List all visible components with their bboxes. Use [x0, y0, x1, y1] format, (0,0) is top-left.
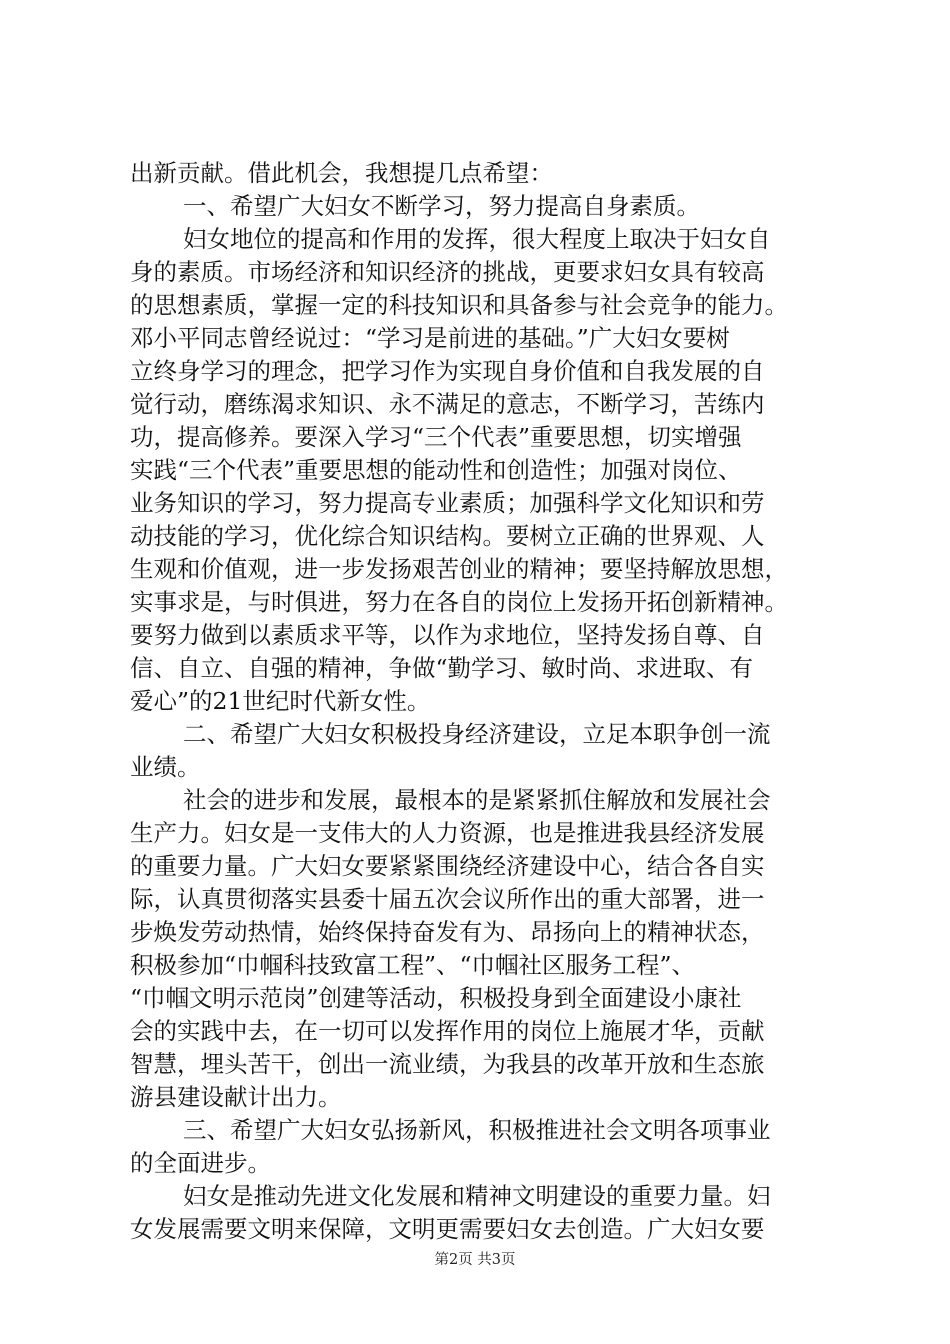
text-line: 生观和价值观，进一步发扬艰苦创业的精神；要坚持解放思想， — [130, 555, 788, 583]
document-body — [130, 157, 850, 1246]
text-line: 邓小平同志曾经说过：“学习是前进的基础。”广大妇女要树 — [130, 324, 730, 352]
text-line: 二、希望广大妇女积极投身经济建设，立足本职争创一流 — [183, 720, 771, 748]
text-line: 身的素质。市场经济和知识经济的挑战，更要求妇女具有较高 — [130, 258, 765, 286]
text-line: 立终身学习的理念，把学习作为实现自身价值和自我发展的自 — [130, 357, 765, 385]
text-line: 功，提高修养。要深入学习“三个代表”重要思想，切实增强 — [130, 423, 742, 451]
text-line: 际，认真贯彻落实县委十届五次会议所作出的重大部署，进一 — [130, 885, 765, 913]
text-line: 智慧，埋头苦干，创出一流业绩，为我县的改革开放和生态旅 — [130, 1050, 765, 1078]
text-line: 实践“三个代表”重要思想的能动性和创造性；加强对岗位、 — [130, 456, 742, 484]
text-line: 积极参加“巾帼科技致富工程”、“巾帼社区服务工程”、 — [130, 951, 696, 979]
text-line: 生产力。妇女是一支伟大的人力资源，也是推进我县经济发展 — [130, 819, 765, 847]
text-line: 觉行动，磨练渴求知识、永不满足的意志，不断学习，苦练内 — [130, 390, 765, 418]
text-line: 一、希望广大妇女不断学习，努力提高自身素质。 — [183, 192, 700, 220]
text-line: 的重要力量。广大妇女要紧紧围绕经济建设中心，结合各自实 — [130, 852, 765, 880]
text-line: 出新贡献。借此机会，我想提几点希望： — [130, 159, 553, 187]
text-line: 动技能的学习，优化综合知识结构。要树立正确的世界观、人 — [130, 522, 765, 550]
text-line: 社会的进步和发展，最根本的是紧紧抓住解放和发展社会 — [183, 786, 771, 814]
text-line: 三、希望广大妇女弘扬新风，积极推进社会文明各项事业 — [183, 1116, 771, 1144]
text-line: 业务知识的学习，努力提高专业素质；加强科学文化知识和劳 — [130, 489, 765, 517]
text-line: 妇女地位的提高和作用的发挥，很大程度上取决于妇女自 — [183, 225, 771, 253]
text-line: 业绩。 — [130, 753, 201, 781]
text-line: 的全面进步。 — [130, 1149, 271, 1177]
text-line: 步焕发劳动热情，始终保持奋发有为、昂扬向上的精神状态， — [130, 918, 765, 946]
text-line: 实事求是，与时俱进，努力在各自的岗位上发扬开拓创新精神。 — [130, 588, 788, 616]
text-line: 女发展需要文明来保障，文明更需要妇女去创造。广大妇女要 — [130, 1215, 765, 1243]
page-footer: 第2页 共3页 — [434, 1252, 516, 1268]
text-line: 妇女是推动先进文化发展和精神文明建设的重要力量。妇 — [183, 1182, 771, 1210]
text-line: 会的实践中去，在一切可以发挥作用的岗位上施展才华，贡献 — [130, 1017, 765, 1045]
text-line: 游县建设献计出力。 — [130, 1083, 342, 1111]
text-line: 爱心”的21世纪时代新女性。 — [130, 687, 431, 715]
text-line: 信、自立、自强的精神，争做“勤学习、敏时尚、求进取、有 — [130, 654, 754, 682]
text-line: 要努力做到以素质求平等，以作为求地位，坚持发扬自尊、自 — [130, 621, 765, 649]
text-line: “巾帼文明示范岗”创建等活动，积极投身到全面建设小康社 — [130, 984, 742, 1012]
text-line: 的思想素质，掌握一定的科技知识和具备参与社会竞争的能力。 — [130, 291, 788, 319]
